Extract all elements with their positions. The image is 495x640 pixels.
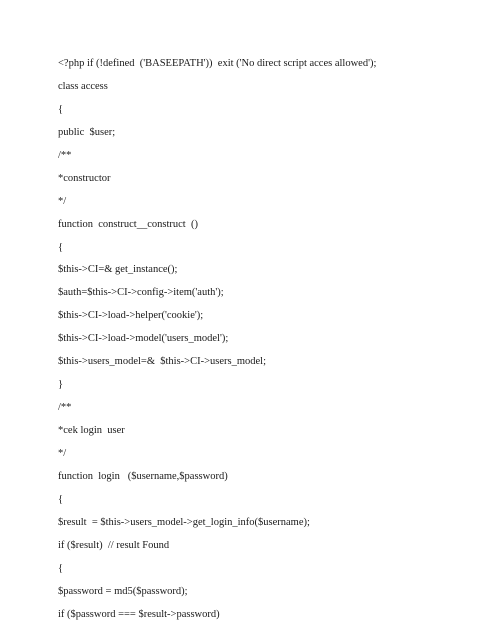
code-line: $this->CI=& get_instance();	[58, 264, 178, 276]
code-line: /**	[58, 402, 72, 414]
code-line: {	[58, 562, 64, 574]
code-line: {	[58, 241, 64, 253]
code-line: $auth=$this->CI->config->item('auth');	[58, 287, 224, 299]
code-line: function construct__construct ()	[58, 218, 198, 230]
code-line: $password = md5($password);	[58, 585, 188, 597]
code-line: if ($result) // result Found	[58, 539, 170, 551]
code-line: $this->CI->load->helper('cookie');	[58, 310, 204, 322]
code-line: class access	[58, 80, 108, 92]
code-line: function login ($username,$password)	[58, 470, 228, 482]
code-line: if ($password === $result->password)	[58, 608, 220, 620]
code-line: <?php if (!defined ('BASEEPATH')) exit ('No direct script acces allowed');	[58, 58, 377, 69]
code-line: }	[58, 379, 64, 391]
code-line: $this->CI->load->model('users_model');	[58, 333, 229, 345]
code-line: {	[58, 493, 64, 505]
code-listing	[58, 58, 478, 631]
code-line: *cek login user	[58, 425, 125, 436]
code-line: $this->users_model=& $this->CI->users_model;	[58, 356, 267, 368]
code-line: */	[58, 447, 67, 459]
code-line: $result = $this->users_model->get_login_info($username);	[58, 516, 310, 528]
code-line: *constructor	[58, 172, 111, 184]
code-line: */	[58, 195, 67, 207]
code-line: /**	[58, 149, 72, 161]
code-line: {	[58, 103, 64, 115]
code-line: public $user;	[58, 126, 116, 138]
